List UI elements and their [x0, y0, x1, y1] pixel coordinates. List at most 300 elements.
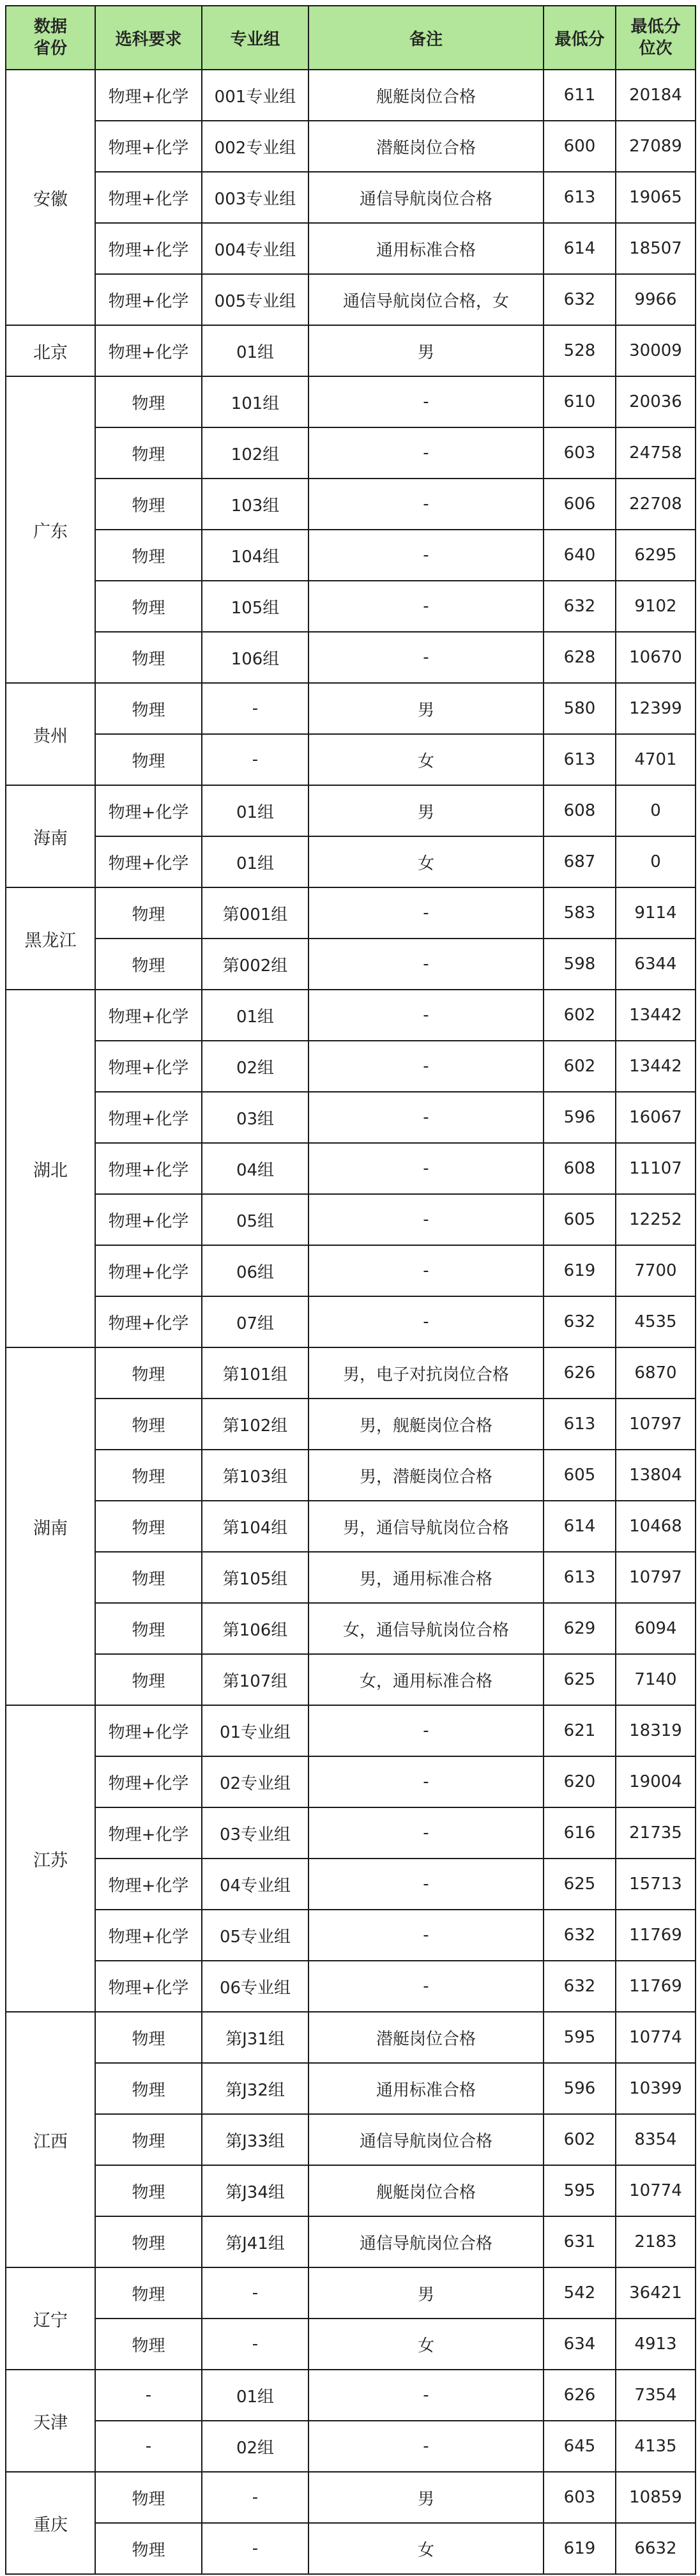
cell-subject-requirement: 物理: [95, 1501, 202, 1552]
cell-note: -: [308, 1296, 544, 1347]
cell-min-rank: 7354: [616, 2370, 696, 2421]
cell-note: 男，电子对抗岗位合格: [308, 1347, 544, 1399]
table-body: [6, 70, 696, 2574]
cell-min-score: 583: [544, 887, 616, 939]
cell-province: 北京: [6, 325, 95, 376]
cell-major-group: 103组: [202, 479, 308, 530]
cell-min-rank: 10670: [616, 632, 696, 683]
cell-major-group: 005专业组: [202, 274, 308, 325]
cell-province: 贵州: [6, 683, 95, 785]
cell-min-score: 632: [544, 581, 616, 632]
cell-note: 女: [308, 734, 544, 785]
table-row: [6, 990, 696, 1041]
cell-subject-requirement: 物理: [95, 734, 202, 785]
cell-min-score: 603: [544, 427, 616, 479]
cell-province: 安徽: [6, 70, 95, 325]
cell-subject-requirement: 物理+化学: [95, 70, 202, 121]
cell-min-score: 596: [544, 1092, 616, 1143]
cell-min-score: 613: [544, 172, 616, 223]
cell-note: -: [308, 632, 544, 683]
cell-min-score: 542: [544, 2267, 616, 2319]
table-row: [6, 1245, 696, 1296]
cell-major-group: -: [202, 2523, 308, 2574]
header-min-rank: 最低分 位次: [616, 6, 696, 70]
cell-min-score: 598: [544, 939, 616, 990]
cell-min-rank: 7140: [616, 1654, 696, 1705]
cell-note: 男: [308, 785, 544, 836]
table-row: [6, 1807, 696, 1859]
cell-min-rank: 6295: [616, 530, 696, 581]
cell-note: 舰艇岗位合格: [308, 70, 544, 121]
cell-subject-requirement: 物理: [95, 939, 202, 990]
cell-min-score: 614: [544, 1501, 616, 1552]
cell-major-group: 05专业组: [202, 1910, 308, 1961]
table-row: [6, 70, 696, 121]
cell-note: 男，通信导航岗位合格: [308, 1501, 544, 1552]
cell-note: -: [308, 939, 544, 990]
cell-min-rank: 8354: [616, 2114, 696, 2165]
cell-min-rank: 19004: [616, 1756, 696, 1807]
cell-note: -: [308, 581, 544, 632]
cell-min-rank: 13804: [616, 1450, 696, 1501]
cell-subject-requirement: 物理: [95, 1552, 202, 1603]
cell-major-group: 105组: [202, 581, 308, 632]
cell-major-group: 04组: [202, 1143, 308, 1194]
cell-min-rank: 20036: [616, 376, 696, 427]
cell-subject-requirement: 物理: [95, 479, 202, 530]
cell-note: -: [308, 887, 544, 939]
cell-min-rank: 6870: [616, 1347, 696, 1399]
cell-province: 天津: [6, 2370, 95, 2472]
cell-note: 男，舰艇岗位合格: [308, 1399, 544, 1450]
cell-subject-requirement: 物理+化学: [95, 1245, 202, 1296]
cell-major-group: -: [202, 2319, 308, 2370]
cell-major-group: -: [202, 734, 308, 785]
cell-major-group: 第102组: [202, 1399, 308, 1450]
cell-min-rank: 10859: [616, 2472, 696, 2523]
cell-min-score: 528: [544, 325, 616, 376]
cell-province: 辽宁: [6, 2267, 95, 2370]
cell-min-score: 595: [544, 2165, 616, 2216]
table-row: [6, 530, 696, 581]
table-row: [6, 1603, 696, 1654]
cell-major-group: 第101组: [202, 1347, 308, 1399]
cell-subject-requirement: 物理: [95, 1399, 202, 1450]
table-row: [6, 325, 696, 376]
cell-min-score: 625: [544, 1859, 616, 1910]
table-row: [6, 2421, 696, 2472]
cell-min-rank: 20184: [616, 70, 696, 121]
cell-subject-requirement: 物理: [95, 2063, 202, 2114]
cell-major-group: 06专业组: [202, 1961, 308, 2012]
cell-subject-requirement: 物理+化学: [95, 1296, 202, 1347]
table-row: [6, 2319, 696, 2370]
cell-subject-requirement: 物理+化学: [95, 990, 202, 1041]
cell-note: -: [308, 1245, 544, 1296]
table-row: [6, 887, 696, 939]
cell-note: -: [308, 427, 544, 479]
cell-major-group: 03专业组: [202, 1807, 308, 1859]
table-row: [6, 1756, 696, 1807]
cell-min-rank: 9966: [616, 274, 696, 325]
admission-score-table: [5, 5, 696, 2575]
cell-subject-requirement: 物理: [95, 427, 202, 479]
cell-min-score: 613: [544, 1552, 616, 1603]
cell-note: -: [308, 376, 544, 427]
cell-min-rank: 12252: [616, 1194, 696, 1245]
cell-major-group: 01组: [202, 325, 308, 376]
cell-major-group: -: [202, 683, 308, 734]
table-row: [6, 632, 696, 683]
cell-min-score: 640: [544, 530, 616, 581]
cell-min-rank: 6632: [616, 2523, 696, 2574]
cell-subject-requirement: 物理: [95, 1654, 202, 1705]
cell-subject-requirement: 物理+化学: [95, 172, 202, 223]
header-province: 数据 省份: [6, 6, 95, 70]
cell-min-score: 625: [544, 1654, 616, 1705]
cell-major-group: 06组: [202, 1245, 308, 1296]
cell-major-group: 104组: [202, 530, 308, 581]
cell-note: -: [308, 1859, 544, 1910]
cell-min-rank: 12399: [616, 683, 696, 734]
cell-major-group: 第002组: [202, 939, 308, 990]
cell-major-group: 01组: [202, 2370, 308, 2421]
table-row: [6, 1399, 696, 1450]
table-row: [6, 1143, 696, 1194]
cell-subject-requirement: 物理+化学: [95, 1859, 202, 1910]
table-row: [6, 1347, 696, 1399]
cell-min-score: 610: [544, 376, 616, 427]
table-row: [6, 1654, 696, 1705]
cell-note: 男，潜艇岗位合格: [308, 1450, 544, 1501]
cell-min-rank: 7700: [616, 1245, 696, 1296]
cell-min-rank: 0: [616, 785, 696, 836]
cell-subject-requirement: 物理+化学: [95, 1705, 202, 1756]
cell-subject-requirement: -: [95, 2421, 202, 2472]
cell-min-score: 580: [544, 683, 616, 734]
cell-subject-requirement: 物理: [95, 683, 202, 734]
cell-note: -: [308, 1756, 544, 1807]
cell-min-rank: 24758: [616, 427, 696, 479]
cell-min-rank: 4913: [616, 2319, 696, 2370]
cell-province: 江西: [6, 2012, 95, 2267]
cell-min-rank: 11769: [616, 1910, 696, 1961]
cell-min-rank: 16067: [616, 1092, 696, 1143]
cell-subject-requirement: 物理: [95, 2267, 202, 2319]
cell-min-rank: 18319: [616, 1705, 696, 1756]
table-row: [6, 1041, 696, 1092]
cell-min-rank: 9114: [616, 887, 696, 939]
cell-min-score: 606: [544, 479, 616, 530]
cell-note: 通信导航岗位合格: [308, 172, 544, 223]
cell-province: 江苏: [6, 1705, 95, 2012]
cell-min-score: 626: [544, 2370, 616, 2421]
cell-major-group: 002专业组: [202, 121, 308, 172]
cell-note: -: [308, 479, 544, 530]
cell-major-group: 02专业组: [202, 1756, 308, 1807]
cell-subject-requirement: 物理: [95, 581, 202, 632]
cell-min-score: 619: [544, 1245, 616, 1296]
cell-min-rank: 10399: [616, 2063, 696, 2114]
table-row: [6, 274, 696, 325]
cell-min-score: 626: [544, 1347, 616, 1399]
table-row: [6, 1501, 696, 1552]
cell-min-rank: 10774: [616, 2165, 696, 2216]
cell-note: -: [308, 1041, 544, 1092]
cell-min-score: 632: [544, 1296, 616, 1347]
cell-major-group: 02组: [202, 1041, 308, 1092]
cell-major-group: 第J33组: [202, 2114, 308, 2165]
cell-min-score: 645: [544, 2421, 616, 2472]
cell-min-score: 600: [544, 121, 616, 172]
cell-min-score: 605: [544, 1194, 616, 1245]
cell-province: 湖北: [6, 990, 95, 1347]
cell-subject-requirement: 物理+化学: [95, 1910, 202, 1961]
table-row: [6, 172, 696, 223]
cell-note: -: [308, 1705, 544, 1756]
cell-min-rank: 4135: [616, 2421, 696, 2472]
cell-min-score: 620: [544, 1756, 616, 1807]
cell-note: -: [308, 1910, 544, 1961]
table-row: [6, 2523, 696, 2574]
cell-province: 黑龙江: [6, 887, 95, 990]
cell-subject-requirement: 物理+化学: [95, 1756, 202, 1807]
cell-note: 通用标准合格: [308, 2063, 544, 2114]
cell-subject-requirement: 物理: [95, 530, 202, 581]
cell-subject-requirement: 物理: [95, 2472, 202, 2523]
cell-min-rank: 6344: [616, 939, 696, 990]
table-row: [6, 1961, 696, 2012]
cell-note: 通信导航岗位合格: [308, 2114, 544, 2165]
cell-major-group: 第103组: [202, 1450, 308, 1501]
cell-min-rank: 18507: [616, 223, 696, 274]
cell-major-group: 004专业组: [202, 223, 308, 274]
cell-subject-requirement: 物理+化学: [95, 325, 202, 376]
cell-note: 通信导航岗位合格: [308, 2216, 544, 2267]
cell-subject-requirement: 物理+化学: [95, 274, 202, 325]
cell-note: 男，通用标准合格: [308, 1552, 544, 1603]
cell-major-group: 第J41组: [202, 2216, 308, 2267]
cell-note: 舰艇岗位合格: [308, 2165, 544, 2216]
header-min-score: 最低分: [544, 6, 616, 70]
cell-note: 男: [308, 683, 544, 734]
cell-subject-requirement: 物理: [95, 2165, 202, 2216]
header-row: [6, 6, 696, 70]
cell-min-score: 632: [544, 1961, 616, 2012]
cell-min-rank: 21735: [616, 1807, 696, 1859]
table-row: [6, 479, 696, 530]
cell-min-score: 687: [544, 836, 616, 887]
table-row: [6, 1910, 696, 1961]
table-row: [6, 734, 696, 785]
cell-min-score: 632: [544, 274, 616, 325]
cell-note: 通用标准合格: [308, 223, 544, 274]
cell-note: 通信导航岗位合格，女: [308, 274, 544, 325]
cell-min-rank: 22708: [616, 479, 696, 530]
cell-subject-requirement: 物理: [95, 2319, 202, 2370]
cell-min-score: 613: [544, 1399, 616, 1450]
cell-min-rank: 10468: [616, 1501, 696, 1552]
cell-min-score: 602: [544, 1041, 616, 1092]
header-major-group: 专业组: [202, 6, 308, 70]
cell-major-group: 01专业组: [202, 1705, 308, 1756]
cell-note: 男: [308, 2267, 544, 2319]
table-row: [6, 1296, 696, 1347]
table-row: [6, 1552, 696, 1603]
cell-min-score: 595: [544, 2012, 616, 2063]
cell-min-rank: 10774: [616, 2012, 696, 2063]
cell-subject-requirement: 物理+化学: [95, 223, 202, 274]
cell-major-group: 01组: [202, 990, 308, 1041]
cell-major-group: 101组: [202, 376, 308, 427]
cell-min-score: 608: [544, 1143, 616, 1194]
table-row: [6, 2063, 696, 2114]
cell-subject-requirement: 物理: [95, 887, 202, 939]
cell-subject-requirement: 物理+化学: [95, 1194, 202, 1245]
cell-note: 女: [308, 836, 544, 887]
cell-min-rank: 0: [616, 836, 696, 887]
cell-major-group: 05组: [202, 1194, 308, 1245]
table-row: [6, 581, 696, 632]
cell-note: 潜艇岗位合格: [308, 2012, 544, 2063]
table-row: [6, 2114, 696, 2165]
cell-subject-requirement: 物理+化学: [95, 1807, 202, 1859]
table-row: [6, 683, 696, 734]
cell-min-rank: 36421: [616, 2267, 696, 2319]
cell-min-rank: 9102: [616, 581, 696, 632]
table-row: [6, 1705, 696, 1756]
cell-min-score: 608: [544, 785, 616, 836]
cell-subject-requirement: 物理+化学: [95, 1092, 202, 1143]
cell-note: 男: [308, 325, 544, 376]
table-row: [6, 427, 696, 479]
table-row: [6, 2370, 696, 2421]
cell-min-rank: 6094: [616, 1603, 696, 1654]
cell-note: -: [308, 1807, 544, 1859]
cell-note: 男: [308, 2472, 544, 2523]
cell-note: -: [308, 1961, 544, 2012]
cell-subject-requirement: 物理: [95, 376, 202, 427]
cell-major-group: 01组: [202, 785, 308, 836]
cell-subject-requirement: 物理: [95, 2012, 202, 2063]
cell-major-group: 03组: [202, 1092, 308, 1143]
cell-note: -: [308, 1143, 544, 1194]
cell-min-score: 602: [544, 990, 616, 1041]
table-row: [6, 939, 696, 990]
cell-subject-requirement: 物理: [95, 1450, 202, 1501]
cell-min-score: 628: [544, 632, 616, 683]
header-note: 备注: [308, 6, 544, 70]
cell-major-group: 第106组: [202, 1603, 308, 1654]
cell-subject-requirement: 物理+化学: [95, 836, 202, 887]
cell-major-group: -: [202, 2267, 308, 2319]
table-row: [6, 785, 696, 836]
cell-note: 潜艇岗位合格: [308, 121, 544, 172]
cell-note: 女，通用标准合格: [308, 1654, 544, 1705]
cell-note: -: [308, 1194, 544, 1245]
cell-major-group: 02组: [202, 2421, 308, 2472]
cell-major-group: 102组: [202, 427, 308, 479]
cell-min-score: 596: [544, 2063, 616, 2114]
cell-note: 女: [308, 2523, 544, 2574]
cell-note: -: [308, 990, 544, 1041]
cell-note: -: [308, 2421, 544, 2472]
cell-note: 女，通信导航岗位合格: [308, 1603, 544, 1654]
cell-subject-requirement: 物理: [95, 2216, 202, 2267]
cell-min-rank: 19065: [616, 172, 696, 223]
cell-min-rank: 11769: [616, 1961, 696, 2012]
cell-min-rank: 27089: [616, 121, 696, 172]
table-row: [6, 836, 696, 887]
cell-major-group: 第001组: [202, 887, 308, 939]
cell-min-score: 621: [544, 1705, 616, 1756]
cell-subject-requirement: 物理+化学: [95, 121, 202, 172]
cell-major-group: 第J34组: [202, 2165, 308, 2216]
cell-min-score: 616: [544, 1807, 616, 1859]
cell-min-rank: 10797: [616, 1552, 696, 1603]
cell-province: 湖南: [6, 1347, 95, 1705]
cell-min-rank: 10797: [616, 1399, 696, 1450]
cell-subject-requirement: 物理+化学: [95, 1143, 202, 1194]
cell-min-score: 611: [544, 70, 616, 121]
cell-min-rank: 13442: [616, 1041, 696, 1092]
cell-min-rank: 4701: [616, 734, 696, 785]
table-row: [6, 1450, 696, 1501]
table-header: [6, 6, 696, 70]
cell-min-score: 632: [544, 1910, 616, 1961]
cell-province: 重庆: [6, 2472, 95, 2574]
cell-min-rank: 15713: [616, 1859, 696, 1910]
cell-major-group: 04专业组: [202, 1859, 308, 1910]
cell-major-group: 01组: [202, 836, 308, 887]
table-row: [6, 121, 696, 172]
cell-min-rank: 11107: [616, 1143, 696, 1194]
cell-min-score: 605: [544, 1450, 616, 1501]
table-row: [6, 223, 696, 274]
cell-min-score: 629: [544, 1603, 616, 1654]
cell-major-group: 第104组: [202, 1501, 308, 1552]
table-row: [6, 2012, 696, 2063]
cell-min-score: 603: [544, 2472, 616, 2523]
cell-min-rank: 30009: [616, 325, 696, 376]
cell-note: -: [308, 2370, 544, 2421]
cell-major-group: 106组: [202, 632, 308, 683]
table-row: [6, 1092, 696, 1143]
cell-min-rank: 2183: [616, 2216, 696, 2267]
table-row: [6, 1859, 696, 1910]
cell-note: 女: [308, 2319, 544, 2370]
cell-major-group: 003专业组: [202, 172, 308, 223]
cell-province: 海南: [6, 785, 95, 887]
cell-min-score: 614: [544, 223, 616, 274]
cell-province: 广东: [6, 376, 95, 683]
cell-subject-requirement: 物理: [95, 2114, 202, 2165]
cell-major-group: 07组: [202, 1296, 308, 1347]
table-row: [6, 2267, 696, 2319]
cell-subject-requirement: 物理: [95, 1603, 202, 1654]
cell-major-group: 第J32组: [202, 2063, 308, 2114]
cell-subject-requirement: 物理: [95, 632, 202, 683]
table-row: [6, 2165, 696, 2216]
cell-note: -: [308, 1092, 544, 1143]
cell-note: -: [308, 530, 544, 581]
cell-subject-requirement: 物理+化学: [95, 1961, 202, 2012]
table-row: [6, 376, 696, 427]
table-row: [6, 1194, 696, 1245]
cell-min-score: 602: [544, 2114, 616, 2165]
cell-major-group: 第105组: [202, 1552, 308, 1603]
cell-major-group: 001专业组: [202, 70, 308, 121]
